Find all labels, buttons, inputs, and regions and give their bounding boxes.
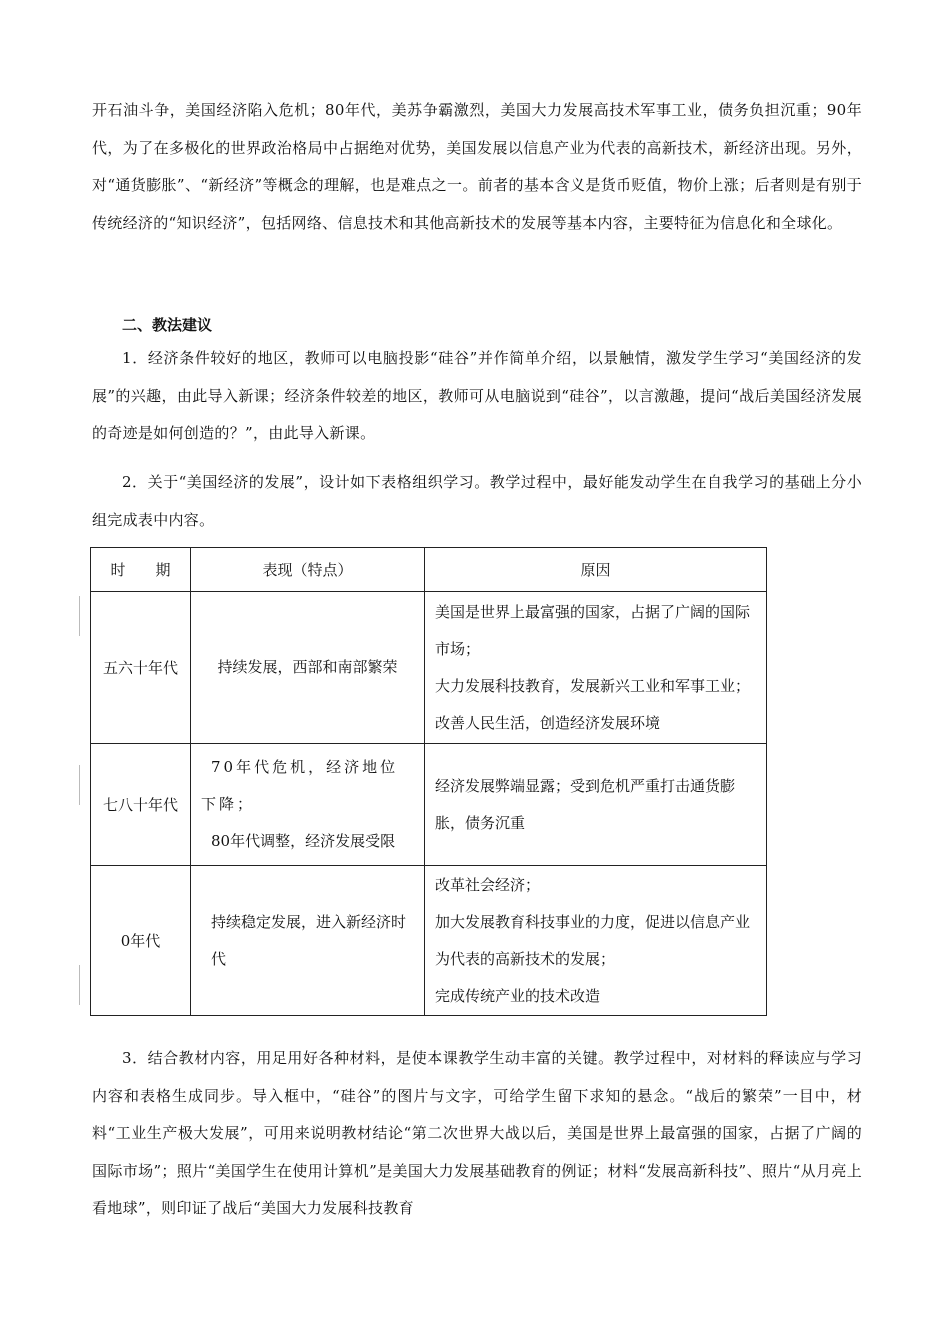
- feature-line: 80年代调整，经济发展受限: [211, 832, 396, 850]
- header-reasons: 原因: [425, 548, 767, 592]
- reason-line: 经济发展弊端显露；受到危机严重打击通货膨胀，债务沉重: [435, 776, 736, 832]
- table-row: [91, 744, 767, 866]
- reason-line: 加大发展教育科技事业的力度，促进以信息产业为代表的高新技术的发展；: [435, 912, 751, 968]
- margin-mark: [79, 765, 80, 805]
- header-features: 表现（特点）: [191, 548, 425, 592]
- features-cell: [191, 866, 425, 1016]
- table-header-row: [91, 548, 767, 592]
- period-cell: 0年代: [91, 866, 191, 1016]
- period-cell: 七八十年代: [91, 744, 191, 866]
- suggestion-3: 3．结合教材内容，用足用好各种材料，是使本课教学生动丰富的关键。教学过程中，对材料的释读应与学习内容和表格生成同步。导入框中，“硅谷”的图片与文字，可给学生留下求知的悬念。“战后的繁荣”一目中，材料“工业生产极大发展”，可用来说明教材结论“第二次世界大战以后，美国是世界上最富强的国家，占据了广阔的国际市场”；照片“美国学生在使用计算机”是美国大力发展基础教育的例证；材料“发展高新科技”、照片“从月亮上看地球”，则印证了战后“美国大力发展科技教育: [92, 1049, 862, 1218]
- suggestion-2: 2．关于“美国经济的发展”，设计如下表格组织学习。教学过程中，最好能发动学生在自我学习的基础上分小组完成表中内容。: [92, 473, 862, 529]
- reasons-cell: [425, 866, 767, 1016]
- reason-line: 完成传统产业的技术改造: [435, 986, 601, 1005]
- feature-line: 持续发展，西部和南部繁荣: [217, 658, 398, 676]
- section-heading: 二、教法建议: [122, 316, 213, 334]
- header-period: 时 期: [91, 548, 191, 592]
- table-row: [91, 866, 767, 1016]
- margin-mark: [79, 965, 80, 1005]
- features-cell: [191, 744, 425, 866]
- suggestion-1: 1．经济条件较好的地区，教师可以电脑投影“硅谷”并作简单介绍，以景触情，激发学生学习“美国经济的发展”的兴趣，由此导入新课；经济条件较差的地区，教师可从电脑说到“硅谷”，以言激趣，提问“战后美国经济发展的奇迹是如何创造的？”，由此导入新课。: [92, 349, 862, 443]
- reason-line: 大力发展科技教育，发展新兴工业和军事工业；改善人民生活，创造经济发展环境: [435, 676, 751, 732]
- intro-paragraph: 开石油斗争，美国经济陷入危机；80年代，美苏争霸激烈，美国大力发展高技术军事工业，债务负担沉重；90年代，为了在多极化的世界政治格局中占据绝对优势，美国发展以信息产业为代表的高新技术，新经济出现。另外，对“通货膨胀”、“新经济”等概念的理解，也是难点之一。前者的基本含义是货币贬值，物价上涨；后者则是有别于传统经济的“知识经济”，包括网络、信息技术和其他高新技术的发展等基本内容，主要特征为信息化和全球化。: [92, 101, 862, 232]
- features-cell: [191, 592, 425, 744]
- table-row: [91, 592, 767, 744]
- reason-line: 改革社会经济；: [435, 875, 541, 894]
- economy-table: [90, 547, 767, 1016]
- period-cell: 五六十年代: [91, 592, 191, 744]
- reasons-cell: [425, 744, 767, 866]
- feature-line: 70年代危机，经济地位下降；: [201, 758, 399, 813]
- margin-mark: [79, 596, 80, 636]
- feature-line: 持续稳定发展，进入新经济时代: [211, 912, 407, 968]
- reason-line: 美国是世界上最富强的国家，占据了广阔的国际市场；: [435, 602, 751, 658]
- reasons-cell: [425, 592, 767, 744]
